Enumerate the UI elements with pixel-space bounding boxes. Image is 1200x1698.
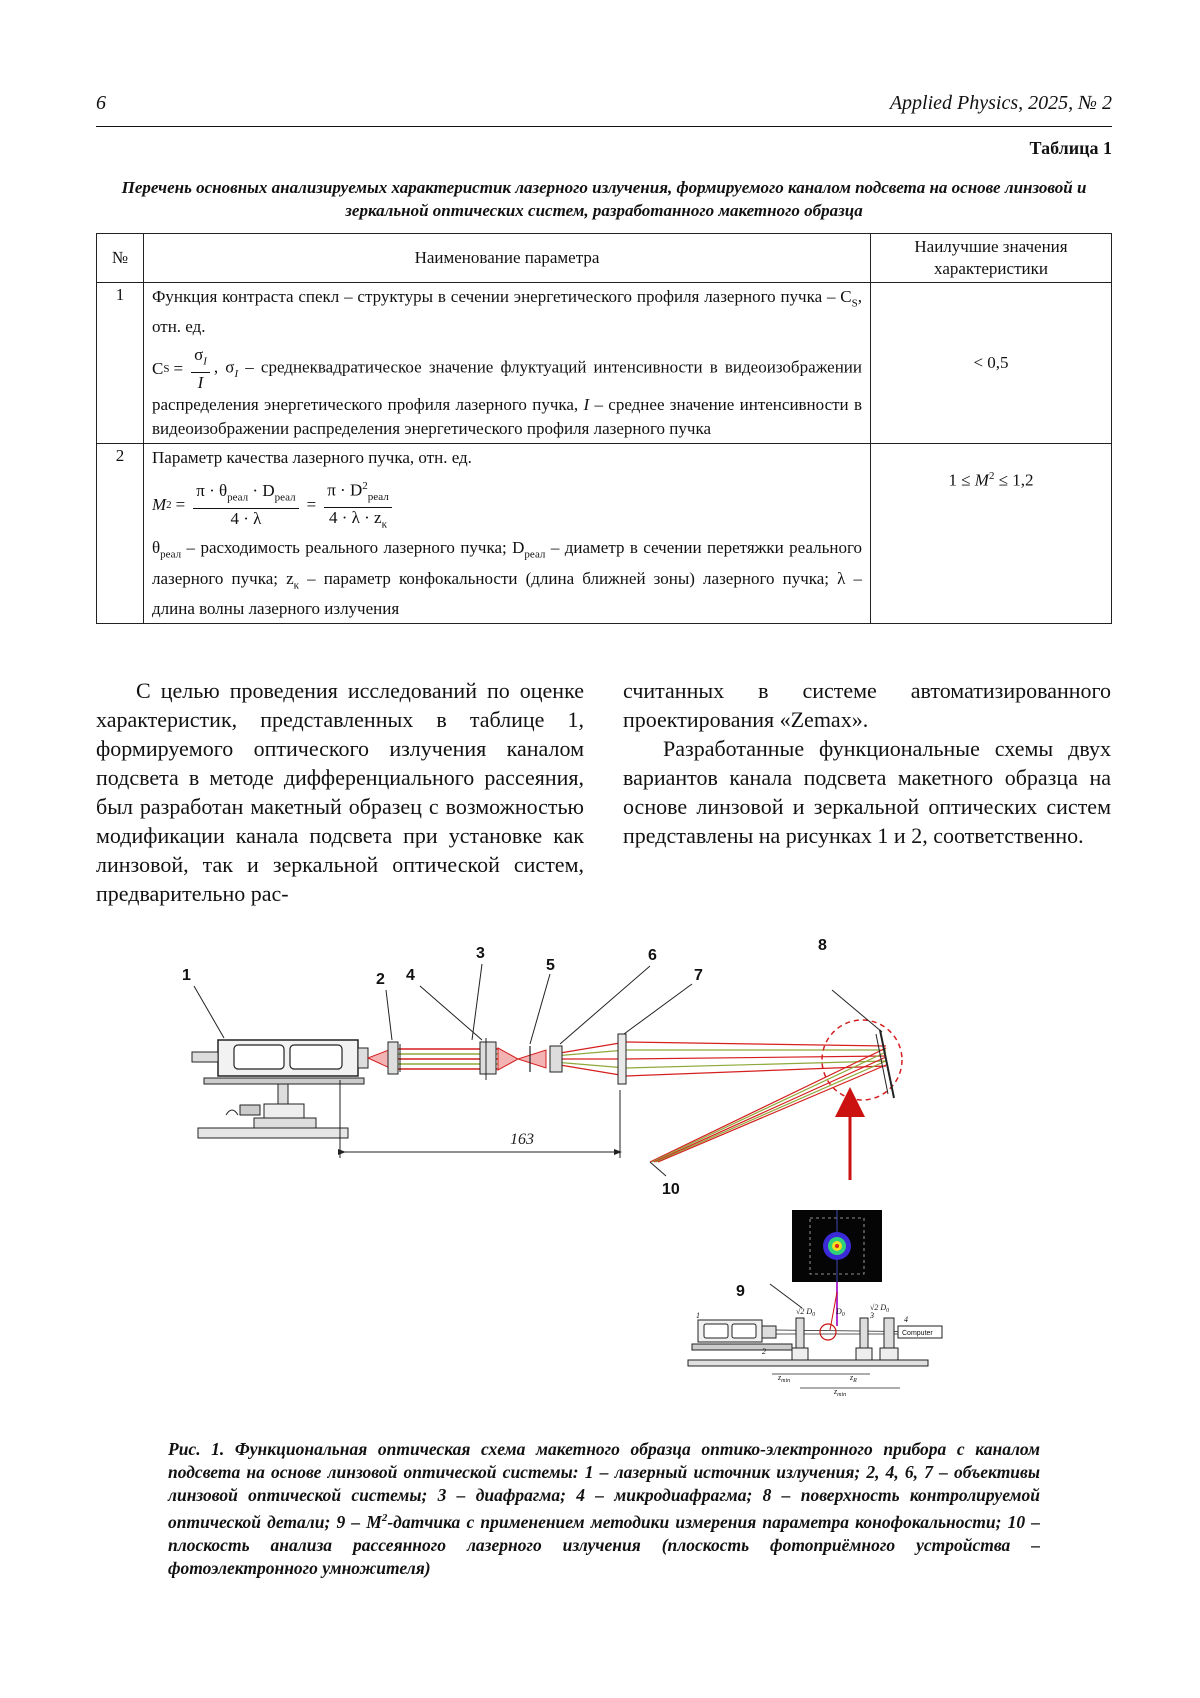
optical-scheme-figure (180, 930, 1060, 1400)
running-header (96, 92, 1112, 122)
row-description: $\theta_{реал}$ – расходимость реального лазерного пучка; $D_{реал}$ – диаметр в сечении перетяжки реального лазерного пучка; $z_к$ – параметр конфокальности (длина ближней зоны) лазерного пучка; λ – длина волны лазерного излучения (152, 538, 862, 618)
journal-name: Applied Physics, 2025, № 2 (889, 92, 1112, 114)
label-5: 5 (546, 957, 555, 974)
label-7: 7 (694, 967, 703, 984)
header-best: Наилучшие значения характеристики (871, 234, 1112, 283)
label-1: 1 (182, 967, 191, 984)
svg-text:zmin: $z_{min}$ (834, 1387, 847, 1398)
svg-text:2: 2 (762, 1347, 766, 1356)
body-paragraph: считанных в системе автоматизированного проектирования «Zemax». (623, 678, 1111, 732)
body-right-column (623, 676, 1111, 850)
svg-text:√2 D0: √2 $D_0$ (796, 1307, 816, 1318)
label-6: 6 (648, 947, 657, 964)
page-number: 6 (96, 92, 106, 114)
lens-objective (550, 1046, 562, 1072)
leader-line (770, 1284, 802, 1308)
beam-profile-image (792, 1210, 882, 1282)
body-paragraph: С целью проведения исследований по оценке характеристик, представленных в таблице 1, формируемого оптического излучения каналом подсвета в методе дифференциального рассеяния, был разработан макетный образец с возможностью модификации канала подсвета при установке как линзовой, так и зеркальной оптической систем, предварительно рас- (96, 678, 584, 906)
svg-text:√2 D0: √2 $D_0$ (870, 1303, 890, 1314)
row-num: 1 (97, 283, 144, 444)
header-rule (96, 126, 1112, 127)
svg-text:D0: $D_0$ (836, 1307, 845, 1318)
contrast-formula: C S = $\frac{\sigma_I}{I}$ , $\sigma_I$ – среднеквадратическое значение флуктуаций интенсивности в видеоизображении распределения энергетического профиля лазерного пучка, I – среднее значение интенсивности в видеоизображении распределения энергетического профиля лазерного пучка (152, 345, 862, 438)
svg-text:3: 3 (870, 1311, 874, 1320)
row-name (144, 443, 871, 623)
label-9: 9 (736, 1283, 745, 1300)
lens-objective (480, 1038, 496, 1080)
row-name (144, 283, 871, 444)
label-8: 8 (818, 937, 827, 954)
table-caption: Перечень основных анализируемых характеристик лазерного излучения, формируемого каналом подсвета на основе линзовой и зеркальной оптических систем, разработанного макетного образца (121, 178, 1087, 220)
svg-text:4: 4 (904, 1315, 908, 1324)
row-title: Параметр качества лазерного пучка, отн. ед. (152, 447, 472, 467)
label-10: 10 (662, 1181, 680, 1198)
row-num: 2 (97, 443, 144, 623)
label-2: 2 (376, 971, 385, 988)
table-row (97, 283, 1112, 444)
header-name: Наименование параметра (144, 234, 871, 283)
label-3: 3 (476, 945, 485, 962)
m2-sensor-inset (688, 1303, 942, 1398)
row-best: < 0,5 (871, 283, 1112, 444)
laser-source (192, 1040, 368, 1138)
laser-beam (368, 1042, 886, 1162)
svg-text:zmin: $z_{min}$ (778, 1373, 791, 1384)
lens-objective (618, 1034, 626, 1084)
table-header-row (97, 234, 1112, 283)
m2-formula: M 2 = $\frac{\pi \cdot \theta_{реал} \cdot D_{реал}}{4 \cdot \lambda}$ = $\frac{\pi \cdot D^2_{реал}}{4 \cdot \lambda \cdot z_к}$ (152, 476, 862, 534)
dimension-value: 163 (510, 1131, 534, 1148)
header-num: № (97, 234, 144, 283)
body-left-column (96, 676, 584, 908)
figure-caption: Рис. 1. Функциональная оптическая схема макетного образца оптико-электронного прибора с каналом подсвета на основе линзовой оптической системы: 1 – лазерный источник излучения; 2, 4, 6, 7 – объективы линзовой оптической системы; 3 – диафрагма; 4 – микродиафрагма; 8 – поверхность контролируемой оптической детали; $9 - M^2$-датчика с применением методики измерения параметра конофокальности; 10 – плоскость анализа рассеянного лазерного излучения (плоскость фотоприёмного устройства – фотоэлектронного умножителя) (168, 1439, 1040, 1578)
svg-text:zR: $z_R$ (850, 1373, 857, 1384)
table-row (97, 443, 1112, 623)
row-title: Функция контраста спекл – структуры в сечении энергетического профиля лазерного пучка – $C_S$, отн. ед. (152, 287, 862, 337)
label-4: 4 (406, 967, 415, 984)
parameters-table (96, 233, 1112, 624)
dimension-line (340, 1080, 620, 1158)
body-paragraph: Разработанные функциональные схемы двух вариантов канала подсвета макетного образца на основе линзовой и зеркальной оптических систем представлены на рисунках 1 и 2, соответственно. (623, 736, 1111, 848)
svg-text:1: 1 (696, 1311, 700, 1320)
table-label: Таблица 1 (1029, 138, 1112, 158)
lens-objective (388, 1042, 400, 1074)
computer-label: Computer (902, 1330, 933, 1337)
row-best: $1 \le M^2 \le 1,2$ (871, 443, 1112, 623)
